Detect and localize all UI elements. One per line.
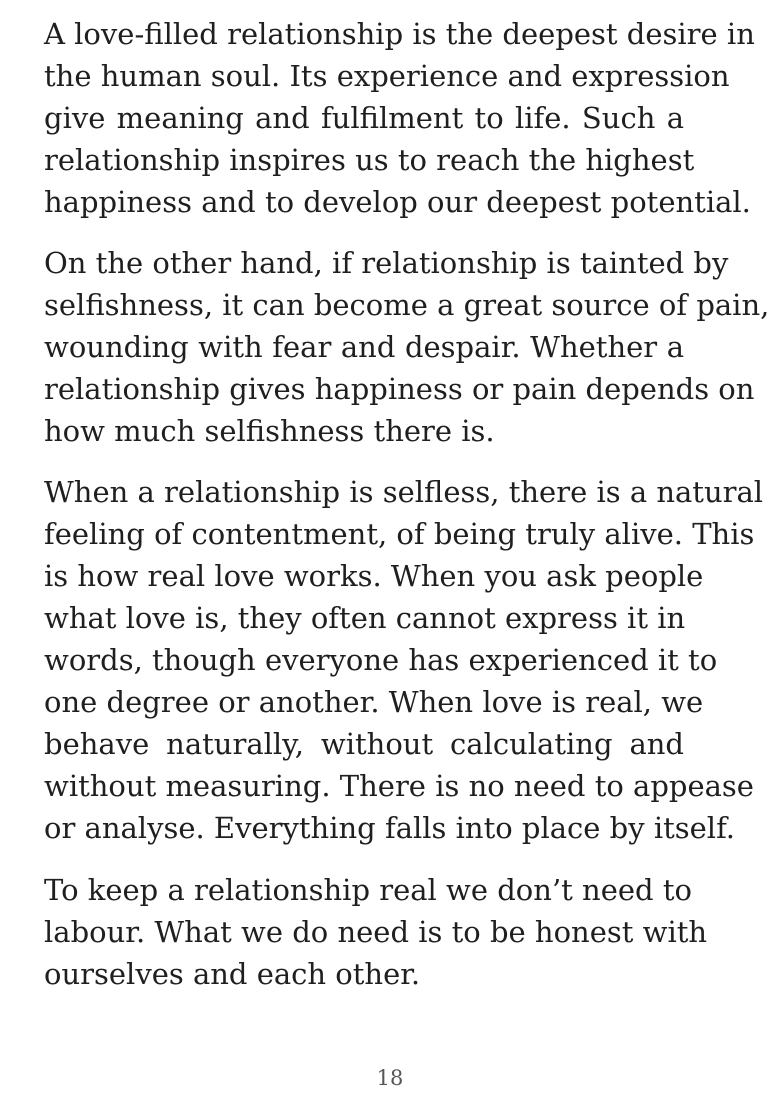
text-line: labour. What we do need is to be honest with [44, 915, 708, 949]
text-line: or analyse. Everything falls into place by itself. [44, 811, 736, 845]
text-line: feeling of contentment, of being truly alive. This [44, 517, 755, 551]
text-line: behave naturally, without calculating and [44, 727, 684, 761]
text-line: is how real love works. When you ask people [44, 559, 704, 593]
text-line: To keep a relationship real we don’t need to [44, 873, 692, 907]
text-line: the human soul. Its experience and expression [44, 59, 730, 93]
text-line: how much selfishness there is. [44, 414, 495, 448]
text-line: On the other hand, if relationship is tainted by [44, 246, 729, 280]
text-line: words, though everyone has experienced it to [44, 643, 718, 677]
text-line: wounding with fear and despair. Whether a [44, 330, 684, 364]
text-line: When a relationship is selfless, there is a natural [44, 475, 764, 509]
paragraph-1 [44, 13, 755, 223]
text-line: A love-filled relationship is the deepest desire in [44, 17, 755, 51]
text-line: selfishness, it can become a great source of pain, [44, 288, 770, 322]
text-line: ourselves and each other. [44, 957, 421, 991]
paragraph-2 [44, 242, 770, 452]
text-line: give meaning and fulfilment to life. Such a [44, 101, 684, 135]
paragraph-4 [44, 869, 708, 995]
paragraph-3 [44, 471, 764, 849]
text-line: without measuring. There is no need to appease [44, 769, 754, 803]
text-line: one degree or another. When love is real, we [44, 685, 704, 719]
text-line: relationship inspires us to reach the highest [44, 143, 695, 177]
text-line: relationship gives happiness or pain depends on [44, 372, 755, 406]
text-line: what love is, they often cannot express it in [44, 601, 686, 635]
text-line: happiness and to develop our deepest potential. [44, 185, 751, 219]
page-number: 18 [376, 1066, 404, 1090]
